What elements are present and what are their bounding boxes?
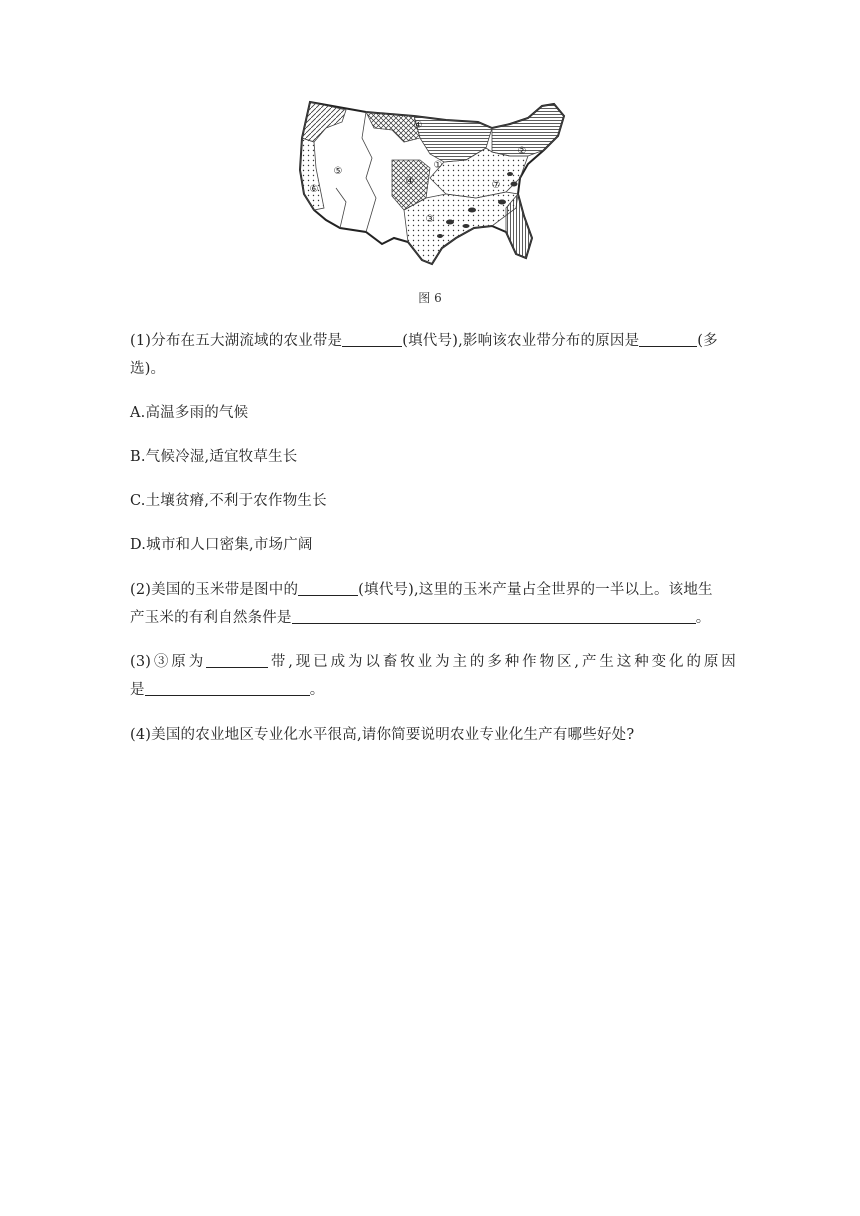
q1-text-c: (多 [697,333,718,349]
q1-option-d: D.城市和人口密集,市场广阔 [130,537,313,553]
q3-line1 [130,647,736,678]
figure-caption: 图 6 [418,291,442,305]
map-label-1: ① [433,160,443,171]
q3-blank-1[interactable] [206,651,268,668]
q1-text-b: (填代号),影响该农业带分布的原因是 [402,333,640,349]
map-label-6: ⑥ [309,184,319,195]
q2-text-b: (填代号),这里的玉米产量占全世界的一半以上。该地生 [358,582,713,598]
q1-line1 [130,326,736,357]
q3-text-a: (3)③原为 [130,654,207,670]
q3-line2 [130,675,736,706]
q2-line2 [130,603,736,634]
map-label-4-south: ④ [405,176,415,187]
map-label-7: ⑦ [491,180,501,191]
q1-option-a: A.高温多雨的气候 [130,405,249,421]
q1-option-c: C.土壤贫瘠,不利于农作物生长 [130,493,327,509]
q4-line1: (4)美国的农业地区专业化水平很高,请你简要说明农业专业化生产有哪些好处? [130,727,635,743]
q3-text-c: 是 [130,682,145,698]
q2-text-a: (2)美国的玉米带是图中的 [130,582,299,598]
q1-line2: 选)。 [130,361,166,377]
q1-blank-2[interactable] [639,330,697,347]
map-label-5: ⑤ [333,166,343,177]
q2-blank-2[interactable] [292,607,696,624]
q3-blank-2[interactable] [145,679,310,696]
map-svg [296,98,578,270]
q1-blank-1[interactable] [342,330,402,347]
q2-text-d: 。 [695,610,711,626]
us-agriculture-map [296,98,578,270]
map-label-2: ② [517,146,527,157]
q2-text-c: 产玉米的有利自然条件是 [130,610,292,626]
q1-option-b: B.气候冷湿,适宜牧草生长 [130,449,298,465]
q2-blank-1[interactable] [298,579,358,596]
map-label-4-north: ④ [413,120,423,131]
q2-line1 [130,575,736,606]
q3-text-b: 带,现已成为以畜牧业为主的多种作物区,产生这种变化的原因 [268,654,736,670]
q1-text-a: (1)分布在五大湖流域的农业带是 [130,333,343,349]
map-label-3: ③ [425,214,435,225]
q3-text-d: 。 [309,682,325,698]
